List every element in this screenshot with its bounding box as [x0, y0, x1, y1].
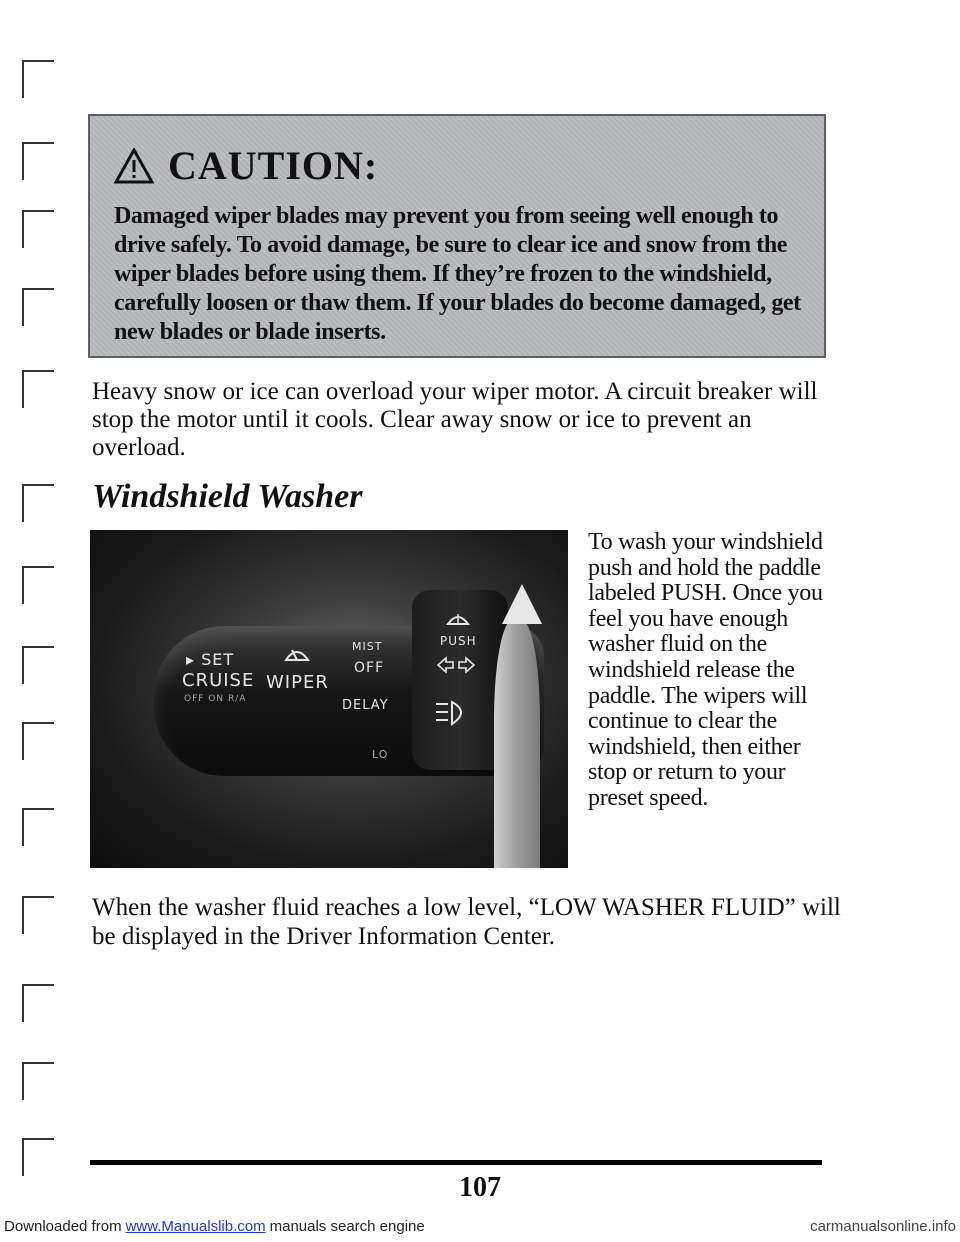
page-number: 107 [459, 1172, 501, 1203]
photo-label-lo: LO [372, 748, 389, 761]
footer-rule [90, 1160, 822, 1165]
margin-mark [22, 60, 54, 98]
margin-mark [22, 1138, 54, 1176]
section-title: Windshield Washer [92, 478, 363, 515]
margin-mark [22, 984, 54, 1022]
photo-label-set: ▸ SET [186, 650, 235, 669]
margin-mark [22, 646, 54, 684]
photo-label-cruise: CRUISE [182, 670, 255, 691]
margin-mark [22, 808, 54, 846]
wiper-stalk-photo [90, 530, 568, 868]
photo-label-push: PUSH [440, 634, 477, 648]
source-prefix: Downloaded from [4, 1218, 122, 1235]
margin-mark [22, 288, 54, 326]
margin-mark [22, 484, 54, 522]
manualslib-link[interactable]: www.Manualslib.com [125, 1218, 266, 1235]
margin-mark [22, 142, 54, 180]
caution-box [88, 114, 826, 358]
wiper-overload-paragraph: Heavy snow or ice can overload your wiper motor. A circuit breaker will stop the motor until it cools. Clear away snow or ice to prevent an overload. [92, 378, 818, 461]
source-banner [0, 1212, 960, 1242]
margin-mark [22, 896, 54, 934]
carmanuals-watermark: carmanualsonline.info [810, 1218, 956, 1235]
margin-mark [22, 722, 54, 760]
margin-mark [22, 566, 54, 604]
margin-mark [22, 210, 54, 248]
photo-label-off: OFF [354, 660, 385, 676]
push-arrow-icon [502, 584, 542, 624]
caution-text: Damaged wiper blades may prevent you from seeing well enough to drive safely. To avoid damage, be sure to clear ice and snow from the wiper blades before using them. If they’re frozen to the windshield, carefully loosen or thaw them. If your blades do become damaged, get new blades or blade inserts. [114, 203, 801, 345]
turn-signal-arrows-icon [436, 656, 476, 674]
headlamp-symbol-icon [434, 698, 474, 728]
washer-instructions: To wash your windshield push and hold the paddle labeled PUSH. Once you feel you have enough washer fluid on the windshield release the paddle. The wipers will continue to clear the windshield, then either stop or return to your preset speed. [588, 529, 823, 811]
margin-mark [22, 1062, 54, 1100]
washer-symbol-icon [446, 610, 470, 630]
photo-label-mist: MIST [352, 640, 383, 653]
caution-heading [114, 142, 378, 189]
source-suffix: manuals search engine [269, 1218, 425, 1235]
source-banner-left [4, 1218, 425, 1235]
low-washer-fluid-paragraph: When the washer fluid reaches a low level, “LOW WASHER FLUID” will be displayed in the Driver Information Center. [92, 894, 841, 950]
warning-triangle-icon [114, 148, 154, 184]
margin-mark [22, 370, 54, 408]
photo-label-on-off: OFF ON R/A [184, 694, 247, 704]
caution-heading-text: CAUTION: [168, 143, 379, 188]
wiper-symbol-icon [284, 644, 310, 664]
washer-paddle [494, 620, 540, 868]
photo-label-delay: DELAY [342, 698, 389, 713]
photo-label-wiper: WIPER [266, 672, 329, 693]
